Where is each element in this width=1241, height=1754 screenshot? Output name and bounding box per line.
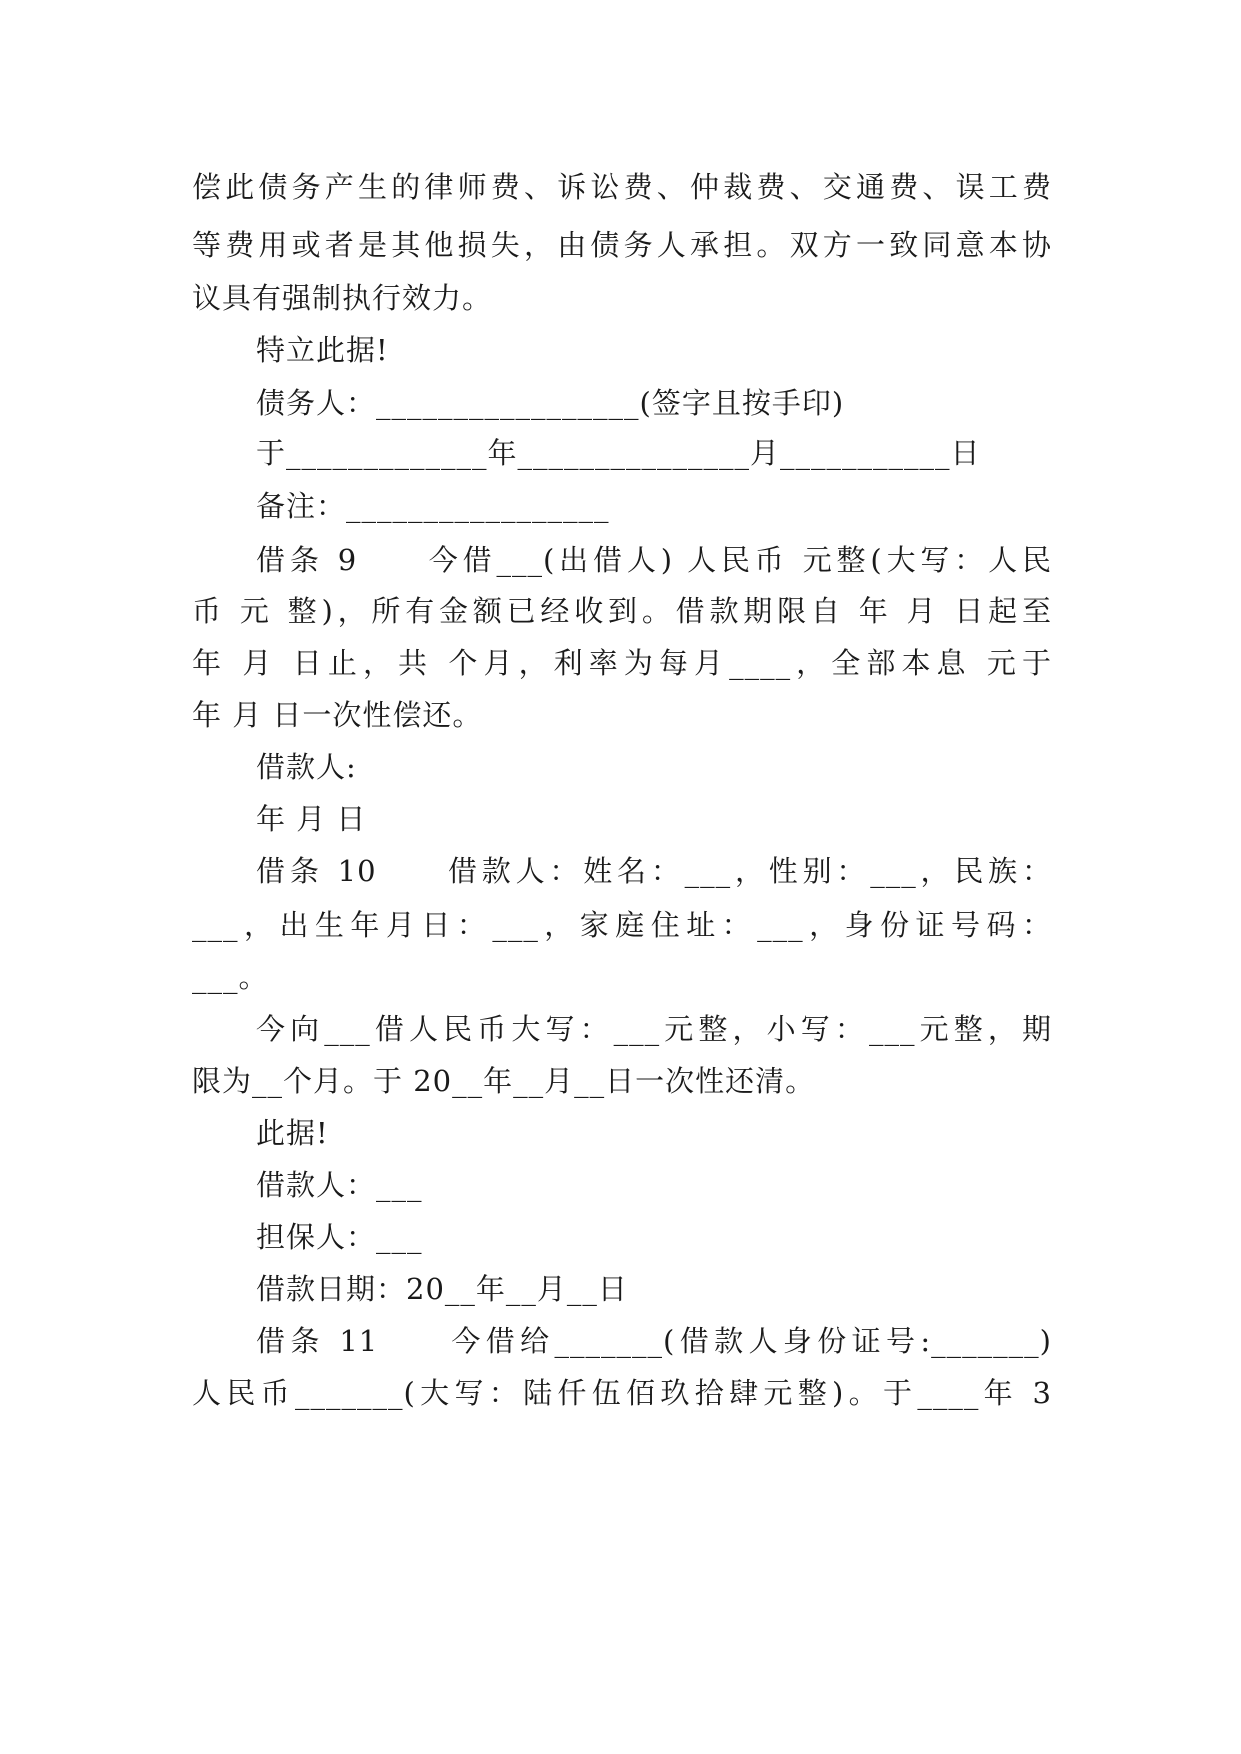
document-line: 特立此据! bbox=[256, 333, 389, 367]
document-line: 借款人：___ bbox=[256, 1168, 423, 1202]
document-line: 借条 10 借款人：姓名：___，性别：___，民族： bbox=[256, 854, 1052, 888]
document-line: 于_____________年_______________月___________日 bbox=[256, 436, 981, 470]
document-line: 借款日期：20__年__月__日 bbox=[256, 1272, 628, 1306]
document-line: 担保人：___ bbox=[256, 1220, 423, 1254]
document-line: 借条 11 今借给_______(借款人身份证号:_______) bbox=[256, 1324, 1052, 1358]
document-line: ___，出生年月日：___，家庭住址：___，身份证号码： bbox=[192, 908, 1052, 942]
document-line: 限为__个月。于 20__年__月__日一次性还清。 bbox=[192, 1064, 816, 1098]
document-line: 此据! bbox=[256, 1116, 329, 1150]
document-line: 借款人: bbox=[256, 750, 357, 784]
document-line: 借条 9 今借___(出借人) 人民币 元整(大写：人民 bbox=[256, 543, 1052, 577]
document-line: 议具有强制执行效力。 bbox=[192, 281, 493, 315]
document-line: 偿此债务产生的律师费、诉讼费、仲裁费、交通费、误工费 bbox=[192, 170, 1052, 204]
document-line: 备注：_________________ bbox=[256, 489, 610, 523]
document-line: ___。 bbox=[192, 960, 269, 994]
document-body bbox=[192, 158, 1052, 1416]
document-line: 年 月 日 bbox=[256, 802, 367, 836]
document-line: 等费用或者是其他损失，由债务人承担。双方一致同意本协 bbox=[192, 228, 1052, 262]
document-line: 年 月 日止，共 个月，利率为每月____，全部本息 元于 bbox=[192, 646, 1052, 680]
document-line: 债务人：_________________(签字且按手印) bbox=[256, 386, 845, 420]
document-line: 人民币_______(大写：陆仟伍佰玖拾肆元整)。于____年 3 bbox=[192, 1376, 1052, 1410]
document-line: 今向___借人民币大写：___元整，小写：___元整，期 bbox=[256, 1012, 1052, 1046]
document-line: 年 月 日一次性偿还。 bbox=[192, 698, 483, 732]
document-line: 币 元 整)，所有金额已经收到。借款期限自 年 月 日起至 bbox=[192, 594, 1052, 628]
